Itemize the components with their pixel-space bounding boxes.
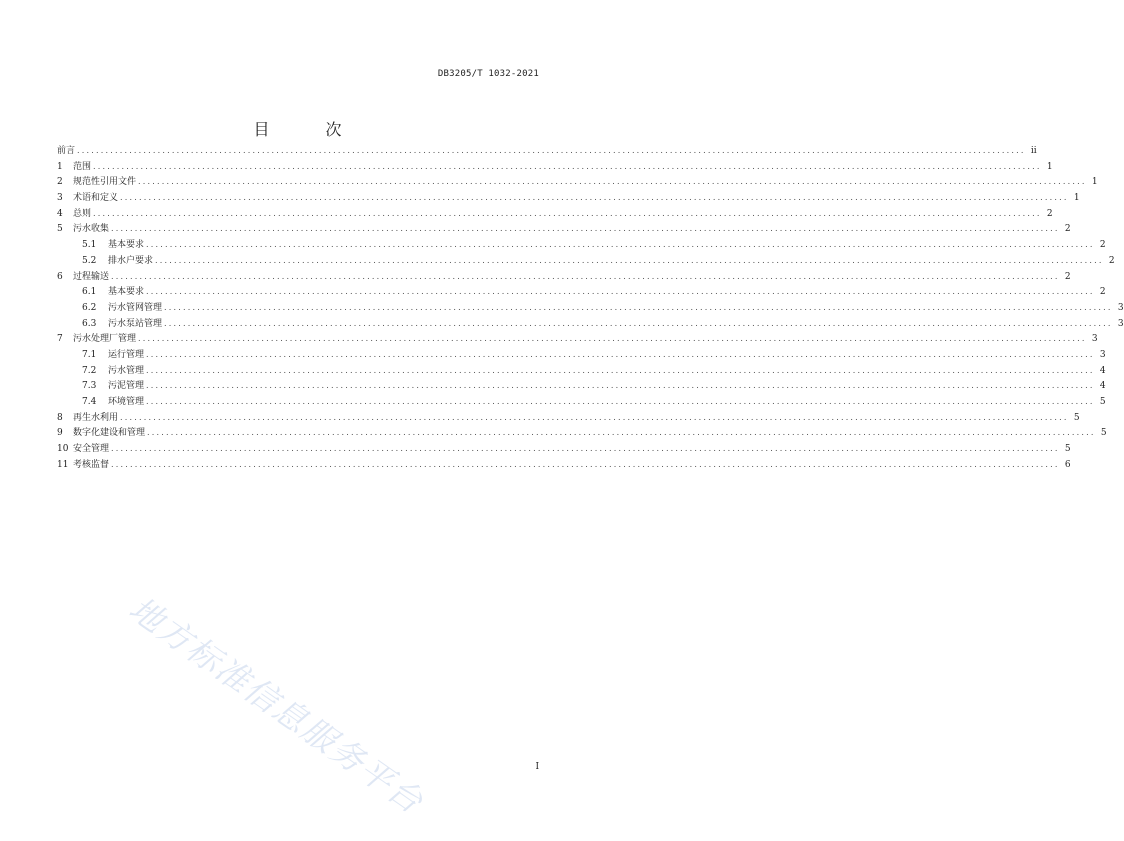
toc-entry-page: 4: [1099, 365, 1106, 376]
toc-entry-number: 5.2: [82, 255, 97, 266]
toc-entry-page: 5: [1073, 412, 1080, 423]
toc-entry-number: 9: [57, 428, 63, 439]
toc-entry-title: 污水管网管理: [108, 302, 163, 313]
toc-entry-title: 污水管理: [108, 365, 145, 376]
toc-entry-number: 1: [57, 161, 63, 172]
toc-entry-number: 7: [57, 334, 63, 345]
toc-entry[interactable]: [57, 410, 1080, 426]
toc-entry-number: 7.3: [82, 381, 97, 392]
toc-entry-number: 4: [57, 208, 63, 219]
toc-leader-dots: ........................................................................................................................................................................................................: [146, 397, 1095, 406]
toc-entry-label: [82, 395, 146, 411]
toc-entry-title: 术语和定义: [73, 193, 119, 204]
watermark: 地方标准信息服务平台: [122, 588, 432, 822]
toc-entry-number: 8: [57, 412, 63, 423]
toc-entry-label: [57, 411, 120, 427]
toc-entry[interactable]: [57, 378, 1106, 394]
toc-entry-title: 基本要求: [108, 240, 145, 251]
toc-entry-title: 污水处理厂管理: [73, 334, 137, 345]
toc-entry-label: [57, 144, 77, 160]
page-title: 目 次: [253, 120, 362, 139]
toc-entry-page: 2: [1064, 224, 1071, 235]
toc-entry-page: 3: [1117, 302, 1124, 313]
toc-entry-number: 11: [57, 459, 69, 470]
toc-entry-number: 6: [57, 271, 63, 282]
toc-entry-page: 4: [1099, 381, 1106, 392]
toc-leader-dots: ........................................................................................................................................................................................................: [146, 365, 1095, 375]
toc-entry-label: [57, 175, 138, 191]
toc-entry-title: 范围: [73, 161, 92, 172]
toc-entry-title: 过程输送: [73, 271, 110, 282]
toc-entry[interactable]: [57, 363, 1106, 379]
toc-entry-page: 5: [1064, 444, 1071, 455]
toc-leader-dots: ........................................................................................................................................................................................................: [146, 349, 1095, 359]
toc-entry[interactable]: [57, 159, 1053, 175]
toc-entry-page: 2: [1099, 287, 1106, 298]
toc-leader-dots: ........................................................................................................................................................................................................: [146, 287, 1095, 297]
toc-entry[interactable]: [57, 174, 1098, 190]
toc-entry-number: 6.3: [82, 318, 97, 329]
toc-entry-page: 1: [1073, 193, 1080, 204]
toc-entry[interactable]: [57, 221, 1071, 237]
toc-leader-dots: ........................................................................................................................................................................................................: [146, 381, 1095, 391]
toc-entry-number: 5.1: [82, 240, 97, 251]
toc-entry-title: 总则: [73, 208, 92, 219]
toc-entry[interactable]: [57, 425, 1107, 441]
toc-entry-title: 安全管理: [73, 444, 110, 455]
toc-entry-page: 6: [1064, 459, 1071, 470]
toc-leader-dots: ........................................................................................................................................................................................................: [111, 224, 1060, 234]
toc-leader-dots: ........................................................................................................................................................................................................: [146, 240, 1095, 250]
toc-entry-label: [82, 285, 146, 301]
toc-entry-page: 5: [1099, 397, 1106, 407]
toc-entry-title: 基本要求: [108, 287, 145, 298]
toc-entry-number: 7.1: [82, 349, 97, 360]
toc-leader-dots: ........................................................................................................................................................................................................: [111, 444, 1060, 454]
toc-entry-label: [57, 207, 93, 223]
toc-entry[interactable]: [57, 394, 1106, 410]
toc-entry-title: 污泥管理: [108, 381, 145, 392]
toc-leader-dots: ........................................................................................................................................................................................................: [77, 146, 1026, 155]
toc-entry-label: [82, 379, 146, 395]
toc-entry[interactable]: [57, 206, 1053, 222]
toc-entry-label: [57, 332, 138, 348]
toc-entry-number: 5: [57, 224, 63, 235]
toc-entry-label: [82, 238, 146, 254]
toc-entry-page: 3: [1091, 334, 1098, 345]
toc-entry-number: 6.1: [82, 287, 97, 298]
toc-entry-label: [82, 348, 146, 364]
toc-entry-label: [82, 317, 164, 333]
toc-entry[interactable]: [57, 237, 1106, 253]
toc-entry[interactable]: [57, 347, 1106, 363]
toc-entry-title: 考核监督: [73, 459, 110, 470]
toc-entry-label: [82, 364, 146, 380]
toc-entry-page: 2: [1046, 208, 1053, 219]
toc-leader-dots: ........................................................................................................................................................................................................: [120, 412, 1069, 422]
toc-entry-label: [57, 270, 111, 286]
toc-leader-dots: ........................................................................................................................................................................................................: [111, 459, 1060, 469]
toc-entry-page: 3: [1117, 318, 1124, 329]
toc-leader-dots: ........................................................................................................................................................................................................: [111, 271, 1060, 281]
toc-entry[interactable]: [57, 457, 1071, 473]
toc-entry-page: 1: [1091, 177, 1098, 188]
toc-entry[interactable]: [57, 253, 1115, 269]
toc-entry-page: 1: [1046, 161, 1053, 172]
toc-entry[interactable]: [57, 316, 1124, 332]
toc-entry-title: 规范性引用文件: [73, 177, 137, 188]
toc-entry-title: 运行管理: [108, 349, 145, 360]
toc-leader-dots: ........................................................................................................................................................................................................: [147, 428, 1096, 438]
toc-leader-dots: ........................................................................................................................................................................................................: [138, 334, 1087, 344]
toc-entry-page: 2: [1064, 271, 1071, 282]
toc-entry-title: 数字化建设和管理: [73, 428, 146, 439]
toc-leader-dots: ........................................................................................................................................................................................................: [138, 177, 1087, 187]
toc-entry[interactable]: [57, 269, 1071, 285]
toc-leader-dots: ........................................................................................................................................................................................................: [164, 302, 1113, 312]
toc-entry-number: 2: [57, 177, 63, 188]
toc-entry-number: 7.4: [82, 397, 97, 407]
toc-entry-label: [82, 254, 155, 270]
toc-entry-title: 污水收集: [73, 224, 110, 235]
toc-entry[interactable]: [57, 441, 1071, 457]
toc-leader-dots: ........................................................................................................................................................................................................: [120, 193, 1069, 203]
toc-entry-label: [57, 222, 111, 238]
toc-entry[interactable]: [57, 300, 1124, 316]
toc-entry-page: 3: [1099, 349, 1106, 360]
toc-entry-title: 排水户要求: [108, 255, 154, 266]
toc-entry-label: [57, 442, 111, 458]
toc-leader-dots: ........................................................................................................................................................................................................: [155, 255, 1104, 265]
toc-entry-label: [57, 160, 93, 176]
toc-entry-title: 污水泵站管理: [108, 318, 163, 329]
toc-entry-page: 5: [1100, 428, 1107, 439]
toc-entry-label: [57, 458, 111, 474]
document-code: DB3205/T 1032-2021: [437, 69, 539, 79]
toc-leader-dots: ........................................................................................................................................................................................................: [93, 208, 1042, 218]
toc-entry-page: 2: [1099, 240, 1106, 251]
page-number: I: [535, 762, 539, 772]
toc-entry-label: [82, 301, 164, 317]
toc-entry-number: 7.2: [82, 365, 97, 376]
toc-entry[interactable]: [57, 143, 1037, 159]
toc-leader-dots: ........................................................................................................................................................................................................: [164, 318, 1113, 328]
toc-entry-number: 6.2: [82, 302, 97, 313]
toc-entry[interactable]: [57, 190, 1080, 206]
toc-entry-number: 10: [57, 444, 69, 455]
toc-entry-page: 2: [1108, 255, 1115, 266]
toc-entry-label: [57, 426, 147, 442]
toc-entry-title: 再生水利用: [73, 412, 119, 423]
table-of-contents: [57, 143, 1124, 472]
toc-entry-label: [57, 191, 120, 207]
toc-entry-number: 3: [57, 193, 63, 204]
toc-entry[interactable]: [57, 331, 1098, 347]
toc-entry-title: 前言: [57, 146, 76, 156]
toc-entry-title: 环境管理: [108, 397, 145, 407]
toc-entry[interactable]: [57, 284, 1106, 300]
toc-leader-dots: ........................................................................................................................................................................................................: [93, 161, 1042, 171]
toc-entry-page: ii: [1030, 146, 1037, 156]
